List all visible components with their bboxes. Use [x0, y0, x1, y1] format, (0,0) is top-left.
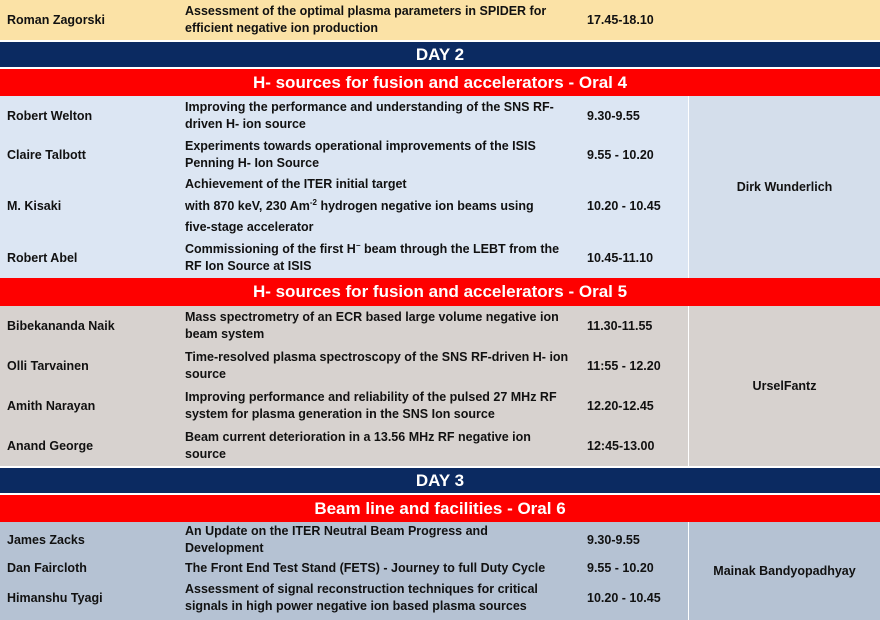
- talk-time: 9.30-9.55: [587, 109, 640, 123]
- table-row: [0, 426, 688, 466]
- speaker-name: Dan Faircloth: [7, 561, 87, 575]
- talk-title: Commissioning of the first H− beam through the LEBT from the RF Ion Source at ISIS: [185, 240, 560, 273]
- speaker-name: James Zacks: [7, 533, 85, 547]
- speaker-name: Robert Welton: [7, 109, 93, 123]
- talk-title: An Update on the ITER Neutral Beam Progress and Development: [185, 524, 488, 555]
- table-row: [0, 238, 688, 278]
- talk-title: Beam current deterioration in a 13.56 MHz RF negative ion source: [185, 430, 531, 461]
- talk-time: 12.20-12.45: [587, 399, 654, 413]
- session-chair: Mainak Bandyopadhyay: [688, 522, 880, 620]
- talk-title: Achievement of the ITER initial target with 870 keV, 230 $Am^{-2}$ hydrogen negative ion beams using five-stage accelerator: [185, 177, 534, 234]
- talk-title: Assessment of signal reconstruction techniques for critical signals in high power negative ion based plasma sources: [185, 582, 538, 613]
- talk-time: 17.45-18.10: [587, 13, 654, 27]
- table-row: [0, 136, 688, 174]
- talk-title: Improving the performance and understanding of the SNS RF- driven H- ion source: [185, 100, 554, 131]
- table-row: [0, 346, 688, 386]
- table-row: [0, 522, 688, 558]
- talk-time: 9.30-9.55: [587, 533, 640, 547]
- table-row: [0, 386, 688, 426]
- session-chair: UrselFantz: [688, 306, 880, 466]
- session-block-oral5: [0, 306, 880, 466]
- talk-time: 9.55 - 10.20: [587, 148, 654, 162]
- table-row: [0, 306, 688, 346]
- talk-time: 11:55 - 12.20: [587, 359, 661, 373]
- day-header: DAY 3: [0, 466, 880, 495]
- table-row: [0, 578, 688, 618]
- session-header: H- sources for fusion and accelerators - Oral 4: [0, 69, 880, 96]
- table-row: [0, 558, 688, 578]
- table-row: [0, 174, 688, 238]
- talk-time: 10.45-11.10: [587, 251, 654, 265]
- speaker-name: Amith Narayan: [7, 399, 96, 413]
- talk-time: 11.30-11.55: [587, 319, 653, 333]
- speaker-name: M. Kisaki: [7, 199, 62, 213]
- talk-time: 10.20 - 10.45: [587, 199, 661, 213]
- talk-title: Mass spectrometry of an ECR based large volume negative ion beam system: [185, 310, 559, 341]
- table-row: [0, 0, 880, 40]
- talk-time: 12:45-13.00: [587, 439, 655, 453]
- session-block-oral6: [0, 522, 880, 620]
- speaker-name: Olli Tarvainen: [7, 359, 89, 373]
- speaker-name: Himanshu Tyagi: [7, 591, 103, 605]
- table-row: [0, 96, 688, 136]
- talk-title: The Front End Test Stand (FETS) - Journey to full Duty Cycle: [185, 560, 546, 575]
- talk-time: 10.20 - 10.45: [587, 591, 661, 605]
- talk-title: Experiments towards operational improvements of the ISIS Penning H- Ion Source: [185, 139, 536, 170]
- speaker-name: Anand George: [7, 439, 94, 453]
- speaker-name: Roman Zagorski: [7, 13, 105, 27]
- talk-title: Time-resolved plasma spectroscopy of the SNS RF-driven H- ion source: [185, 350, 569, 381]
- speaker-name: Robert Abel: [7, 251, 78, 265]
- session-header: Beam line and facilities - Oral 6: [0, 495, 880, 522]
- session-header: H- sources for fusion and accelerators - Oral 5: [0, 278, 880, 306]
- session-chair: Dirk Wunderlich: [688, 96, 880, 278]
- talk-time: 9.55 - 10.20: [587, 561, 654, 575]
- speaker-name: Bibekananda Naik: [7, 319, 115, 333]
- day-header: DAY 2: [0, 40, 880, 69]
- talk-title: Improving performance and reliability of the pulsed 27 MHz RF system for plasma generation in the SNS Ion source: [185, 390, 557, 421]
- session-block-oral4: [0, 96, 880, 278]
- speaker-name: Claire Talbott: [7, 148, 86, 162]
- talk-title: Assessment of the optimal plasma parameters in SPIDER for efficient negative ion production: [185, 4, 547, 35]
